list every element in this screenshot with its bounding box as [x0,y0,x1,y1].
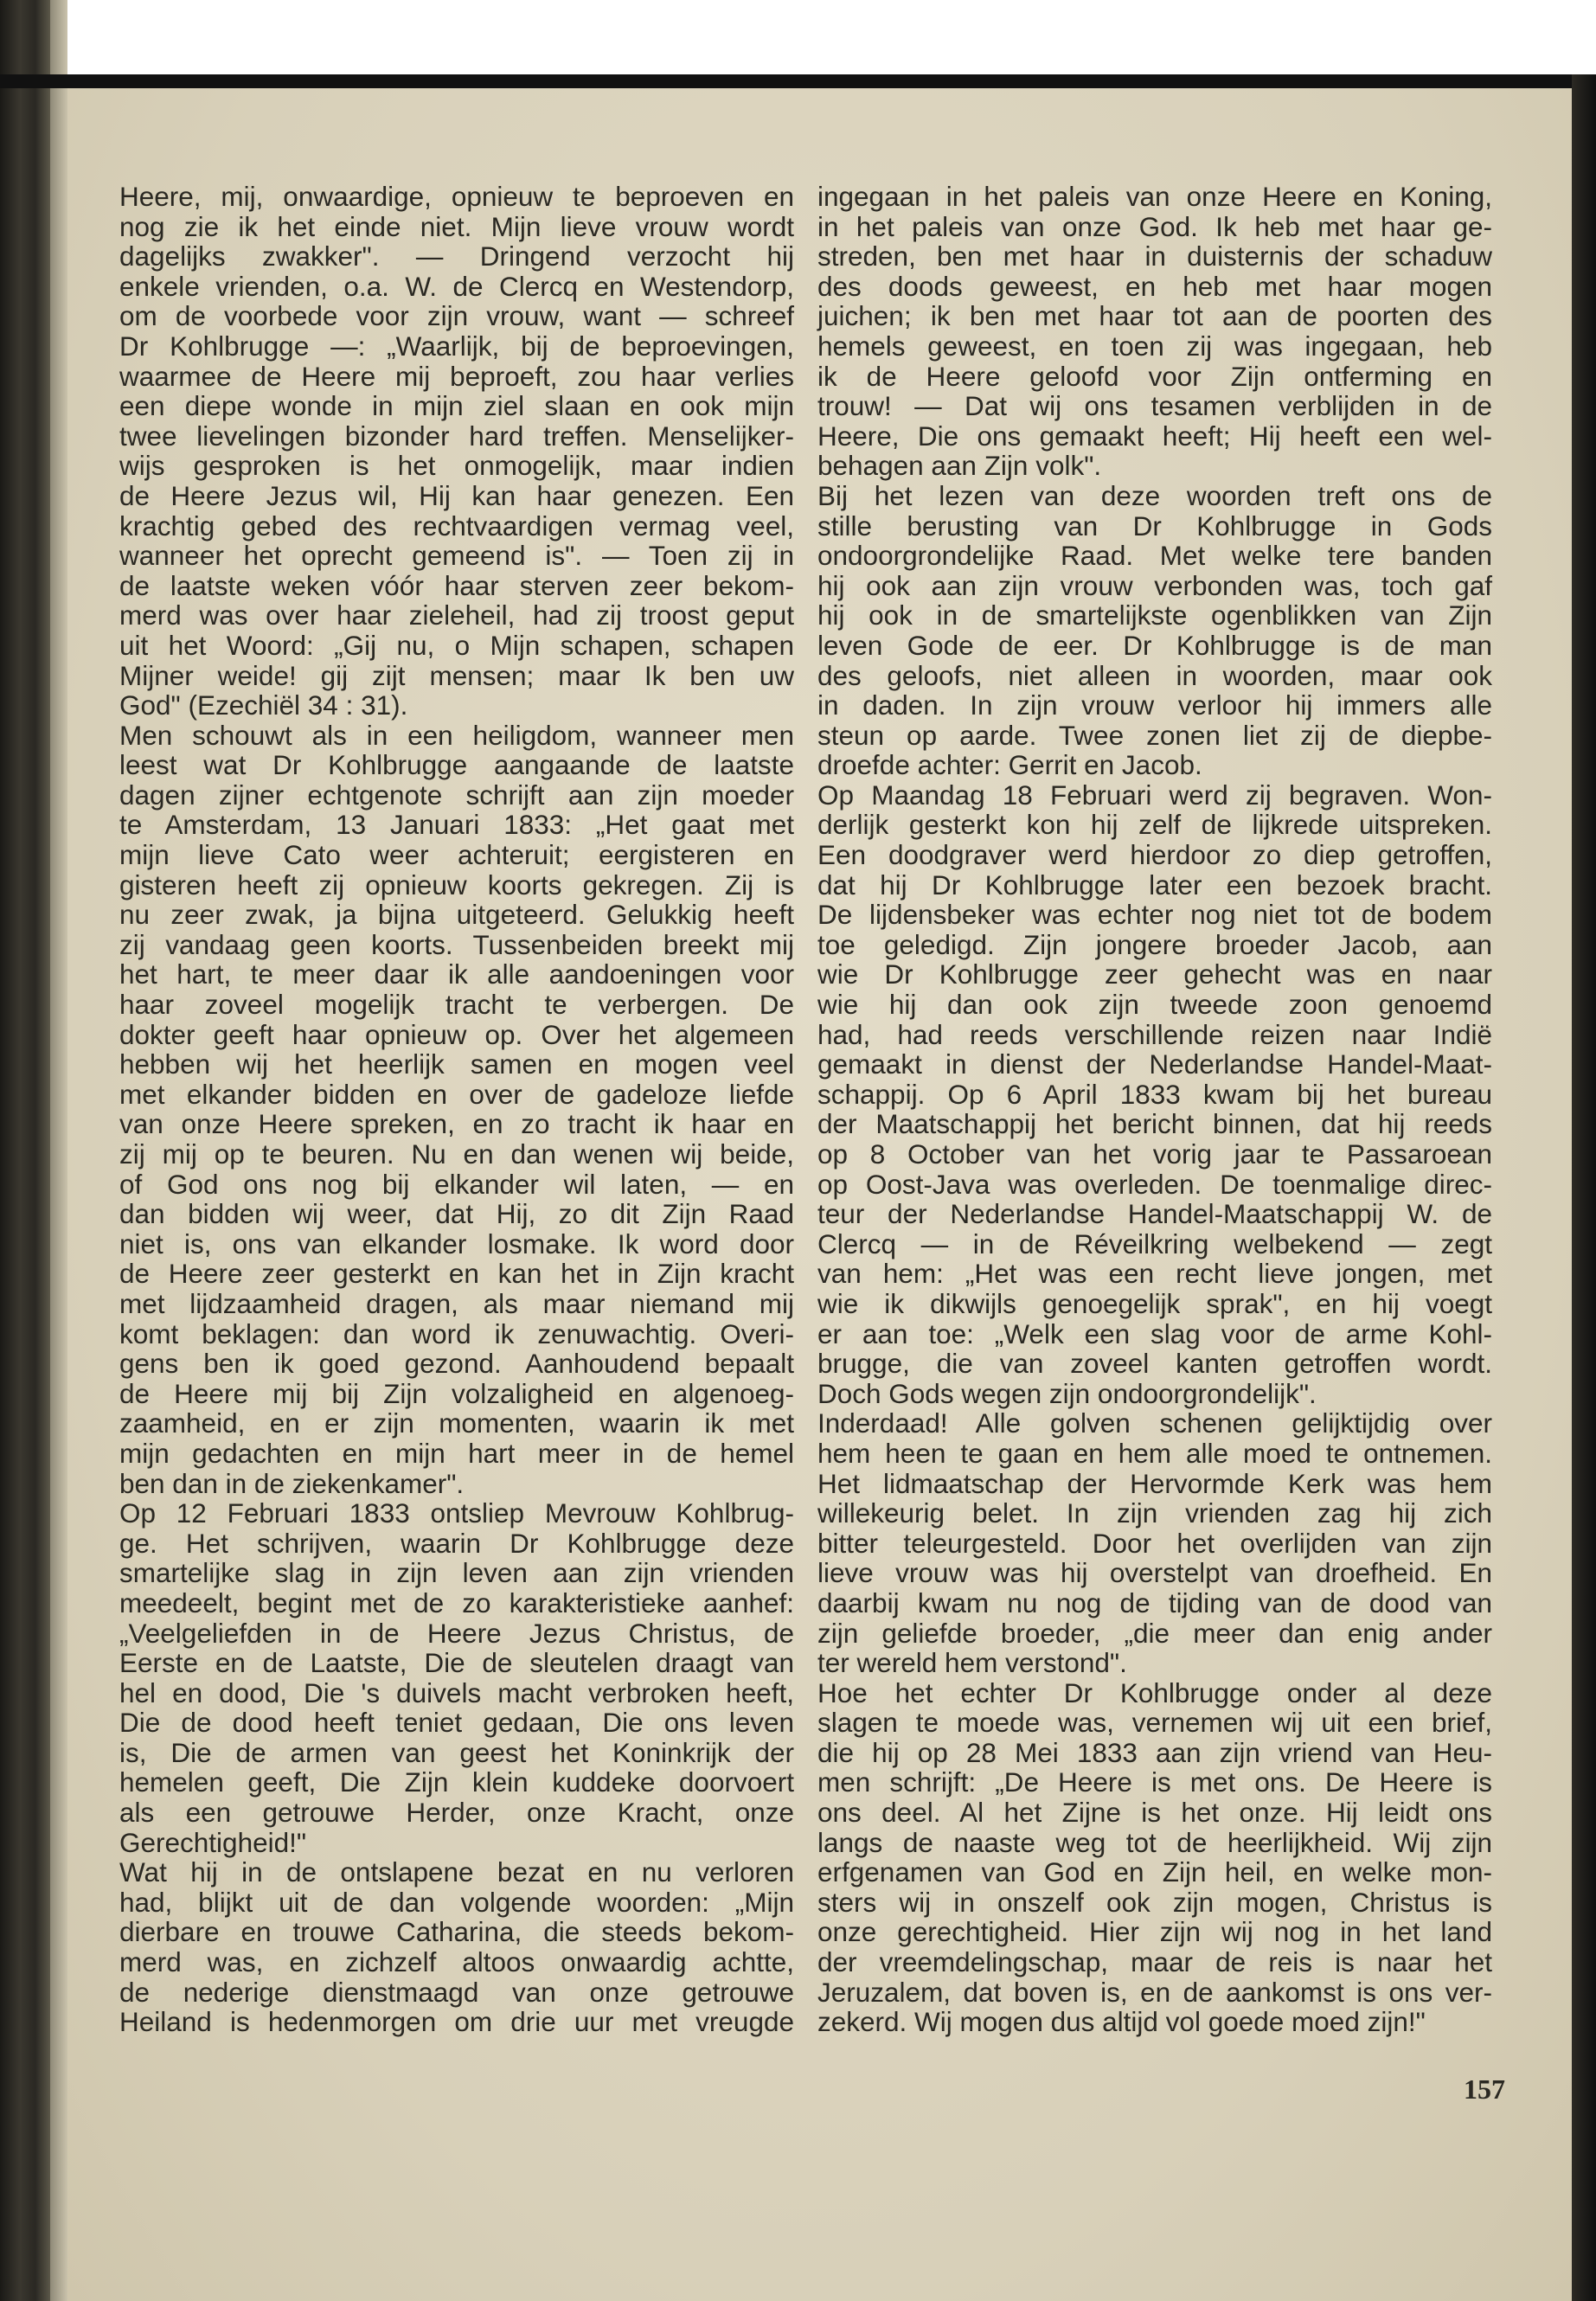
text-line: waarmee de Heere mij beproeft, zou haar verlies [119,360,794,392]
text-line: hij ook in de smartelijkste ogenblikken van Zijn [817,599,1492,631]
text-line: dan bidden wij weer, dat Hij, zo dit Zijn Raad [119,1198,794,1230]
text-line: Op 12 Februari 1833 ontsliep Mevrouw Kohlbrug- [119,1497,794,1529]
text-line: droefde achter: Gerrit en Jacob. [817,749,1202,781]
text-line: Heiland is hedenmorgen om drie uur met vreugde [119,2006,794,2038]
book-binding [0,0,50,2301]
text-line: smartelijke slag in zijn leven aan zijn vrienden [119,1557,794,1589]
text-line: een diepe wonde in mijn ziel slaan en ook mijn [119,390,794,422]
text-line: de Heere Jezus wil, Hij kan haar genezen. Een [119,479,794,511]
left-text-column [119,182,794,2037]
text-line: Inderdaad! Alle golven schenen gelijktijdig over [817,1407,1492,1439]
text-line: wie Dr Kohlbrugge zeer gehecht was en naar [817,958,1492,990]
text-line: Men schouwt als in een heiligdom, wanneer men [119,719,794,751]
text-line: hem heen te gaan en hem alle moed te ontnemen. [817,1437,1492,1469]
text-line: de Heere mij bij Zijn volzaligheid en algenoeg- [119,1377,794,1409]
page-gutter [50,0,67,2301]
text-line: De lijdensbeker was echter nog niet tot de bodem [817,899,1492,931]
text-line: Jeruzalem, dat boven is, en de aankomst is ons ver- [817,1976,1492,2008]
text-line: ons deel. Al het Zijne is het onze. Hij leidt ons [817,1797,1492,1829]
text-line: twee lievelingen bizonder hard treffen. Menselijker- [119,420,794,452]
text-line: Gerechtigheid!" [119,1826,307,1858]
text-line: krachtig gebed des rechtvaardigen vermag veel, [119,510,794,542]
text-line: „Veelgeliefden in de Heere Jezus Christus, de [119,1617,794,1649]
text-line: hel en dood, Die 's duivels macht verbroken heeft, [119,1676,794,1708]
text-line: schappij. Op 6 April 1833 kwam bij het bureau [817,1078,1492,1110]
text-line: van onze Heere spreken, en zo tracht ik haar en [119,1108,794,1140]
text-line: zaamheid, en er zijn momenten, waarin ik met [119,1407,794,1439]
text-line: zij mij op te beuren. Nu en dan wenen wij beide, [119,1138,794,1170]
text-line: met lijdzaamheid dragen, als maar niemand mij [119,1287,794,1319]
text-line: hebben wij het heerlijk samen en mogen veel [119,1048,794,1080]
text-line: teur der Nederlandse Handel-Maatschappij W. de [817,1198,1492,1230]
text-line: dierbare en trouwe Catharina, die steeds bekom- [119,1916,794,1948]
scan-border-top [0,74,1596,88]
text-line: der vreemdelingschap, maar de reis is naar het [817,1946,1492,1978]
text-line: juichen; ik ben met haar tot aan de poorten des [817,300,1492,332]
text-line: haar zoveel mogelijk tracht te verbergen. De [119,989,794,1021]
text-line: merd was, en zichzelf altoos onwaardig achtte, [119,1946,794,1978]
text-line: te Amsterdam, 13 Januari 1833: „Het gaat met [119,809,794,841]
text-line: enkele vrienden, o.a. W. de Clercq en Westendorp, [119,270,794,302]
text-line: ik de Heere geloofd voor Zijn ontferming en [817,360,1492,392]
text-line: langs de naaste weg tot de heerlijkheid. Wij zijn [817,1826,1492,1858]
text-line: komt beklagen: dan word ik zenuwachtig. Overi- [119,1317,794,1349]
text-line: er aan toe: „Welk een slag voor de arme Kohl- [817,1317,1492,1349]
text-line: Eerste en de Laatste, Die de sleutelen draagt van [119,1647,794,1679]
text-line: met elkander bidden en over de gadeloze liefde [119,1078,794,1110]
text-line: Die de dood heeft teniet gedaan, Die ons leven [119,1707,794,1739]
text-line: wijs gesproken is het onmogelijk, maar indien [119,450,794,482]
text-line: had, had reeds verschillende reizen naar Indië [817,1018,1492,1050]
text-line: mijn gedachten en mijn hart meer in de hemel [119,1437,794,1469]
text-line: God" (Ezechiël 34 : 31). [119,689,408,721]
text-line: uit het Woord: „Gij nu, o Mijn schapen, schapen [119,629,794,661]
text-line: wie ik dikwijls genoegelijk sprak", en hij voegt [817,1287,1492,1319]
text-line: het hart, te meer daar ik alle aandoeningen voor [119,958,794,990]
scan-border-right [1572,74,1596,2301]
text-line: brugge, die van zoveel kanten getroffen wordt. [817,1348,1492,1380]
right-text-column [817,182,1492,2037]
text-line: Dr Kohlbrugge —: „Waarlijk, bij de beproevingen, [119,330,794,362]
text-line: wie hij dan ook zijn tweede zoon genoemd [817,989,1492,1021]
text-line: Hoe het echter Dr Kohlbrugge onder al deze [817,1676,1492,1708]
text-line: gemaakt in dienst der Nederlandse Handel-Maat- [817,1048,1492,1080]
text-line: de laatste weken vóór haar sterven zeer bekom- [119,569,794,601]
text-line: Clercq — in de Réveilkring welbekend — zegt [817,1227,1492,1259]
text-line: is, Die de armen van geest het Koninkrijk der [119,1736,794,1768]
text-line: dat hij Dr Kohlbrugge later een bezoek bracht. [817,868,1492,901]
text-line: dokter geeft haar opnieuw op. Over het algemeen [119,1018,794,1050]
text-line: steun op aarde. Twee zonen liet zij de diepbe- [817,719,1492,751]
text-line: ondoorgrondelijke Raad. Met welke tere banden [817,540,1492,572]
text-line: Doch Gods wegen zijn ondoorgrondelijk". [817,1377,1317,1409]
text-line: leven Gode de eer. Dr Kohlbrugge is de man [817,629,1492,661]
text-line: onze gerechtigheid. Hier zijn wij nog in het land [817,1916,1492,1948]
text-line: op 8 October van het vorig jaar te Passaroean [817,1138,1492,1170]
text-line: streden, ben met haar in duisternis der schaduw [817,240,1492,272]
text-line: sters wij in onszelf ook zijn mogen, Christus is [817,1886,1492,1918]
text-line: der Maatschappij het bericht binnen, dat hij reeds [817,1108,1492,1140]
text-line: nu zeer zwak, ja bijna uitgeteerd. Gelukkig heeft [119,899,794,931]
text-line: Op Maandag 18 Februari werd zij begraven. Won- [817,779,1492,811]
text-line: of God ons nog bij elkander wil laten, — en [119,1168,794,1200]
text-line: ter wereld hem verstond". [817,1647,1127,1679]
text-line: toe geledigd. Zijn jongere broeder Jacob, aan [817,928,1492,960]
text-line: had, blijkt uit de dan volgende woorden: „Mijn [119,1886,794,1918]
text-line: bitter teleurgesteld. Door het overlijden van zijn [817,1527,1492,1559]
text-line: Het lidmaatschap der Hervormde Kerk was hem [817,1467,1492,1499]
text-line: Mijner weide! gij zijt mensen; maar Ik ben uw [119,659,794,691]
text-line: nog zie ik het einde niet. Mijn lieve vrouw wordt [119,210,794,242]
text-line: zij vandaag geen koorts. Tussenbeiden breekt mij [119,928,794,960]
text-line: erfgenamen van God en Zijn heil, en welke mon- [817,1856,1492,1888]
text-line: Heere, Die ons gemaakt heeft; Hij heeft een wel- [817,420,1492,452]
text-line: trouw! — Dat wij ons tesamen verblijden in de [817,390,1492,422]
text-line: in daden. In zijn vrouw verloor hij immers alle [817,689,1492,721]
text-line: behagen aan Zijn volk". [817,450,1102,482]
text-line: Bij het lezen van deze woorden treft ons de [817,479,1492,511]
text-line: meedeelt, begint met de zo karakteristieke aanhef: [119,1586,794,1618]
text-line: willekeurig belet. In zijn vrienden zag hij zich [817,1497,1492,1529]
text-line: leest wat Dr Kohlbrugge aangaande de laatste [119,749,794,781]
text-line: niet is, ons van elkander losmake. Ik word door [119,1227,794,1259]
text-line: ben dan in de ziekenkamer". [119,1467,465,1499]
text-line: derlijk gesterkt kon hij zelf de lijkrede uitspreken. [817,809,1492,841]
text-line: gisteren heeft zij opnieuw koorts gekregen. Zij is [119,868,794,901]
text-line: zekerd. Wij mogen dus altijd vol goede moed zijn!" [817,2006,1426,2038]
text-line: stille berusting van Dr Kohlbrugge in Gods [817,510,1492,542]
text-line: om de voorbede voor zijn vrouw, want — schreef [119,300,794,332]
text-line: Wat hij in de ontslapene bezat en nu verloren [119,1856,794,1888]
text-line: die hij op 28 Mei 1833 aan zijn vriend van Heu- [817,1736,1492,1768]
text-line: zijn geliefde broeder, „die meer dan enig ander [817,1617,1492,1649]
text-line: als een getrouwe Herder, onze Kracht, onze [119,1797,794,1829]
text-line: de nederige dienstmaagd van onze getrouwe [119,1976,794,2008]
page-number: 157 [1464,2073,1505,2105]
text-line: ingegaan in het paleis van onze Heere en Koning, [817,181,1492,212]
text-line: dagelijks zwakker". — Dringend verzocht hij [119,240,794,272]
text-line: wanneer het oprecht gemeend is". — Toen zij in [119,540,794,572]
text-line: des geloofs, niet alleen in woorden, maar ook [817,659,1492,691]
text-line: Heere, mij, onwaardige, opnieuw te beproeven en [119,181,794,212]
text-line: hemels geweest, en toen zij was ingegaan, heb [817,330,1492,362]
text-line: ge. Het schrijven, waarin Dr Kohlbrugge deze [119,1527,794,1559]
text-line: slagen te moede was, vernemen wij uit een brief, [817,1707,1492,1739]
text-line: in het paleis van onze God. Ik heb met haar ge- [817,210,1492,242]
text-line: dagen zijner echtgenote schrijft aan zijn moeder [119,779,794,811]
text-line: op Oost-Java was overleden. De toenmalige direc- [817,1168,1492,1200]
text-line: van hem: „Het was een recht lieve jongen, met [817,1258,1492,1290]
text-line: des doods geweest, en heb met haar mogen [817,270,1492,302]
text-line: hemelen geeft, Die Zijn klein kuddeke doorvoert [119,1766,794,1798]
text-line: mijn lieve Cato weer achteruit; eergisteren en [119,839,794,871]
text-line: hij ook aan zijn vrouw verbonden was, toch gaf [817,569,1492,601]
text-line: Een doodgraver werd hierdoor zo diep getroffen, [817,839,1492,871]
text-line: daarbij kwam nu nog de tijding van de dood van [817,1586,1492,1618]
text-line: men schrijft: „De Heere is met ons. De Heere is [817,1766,1492,1798]
text-line: gens ben ik goed gezond. Aanhoudend bepaalt [119,1348,794,1380]
text-line: lieve vrouw was hij overstelpt van droefheid. En [817,1557,1492,1589]
text-line: merd was over haar zieleheil, had zij troost geput [119,599,794,631]
text-line: de Heere zeer gesterkt en kan het in Zijn kracht [119,1258,794,1290]
